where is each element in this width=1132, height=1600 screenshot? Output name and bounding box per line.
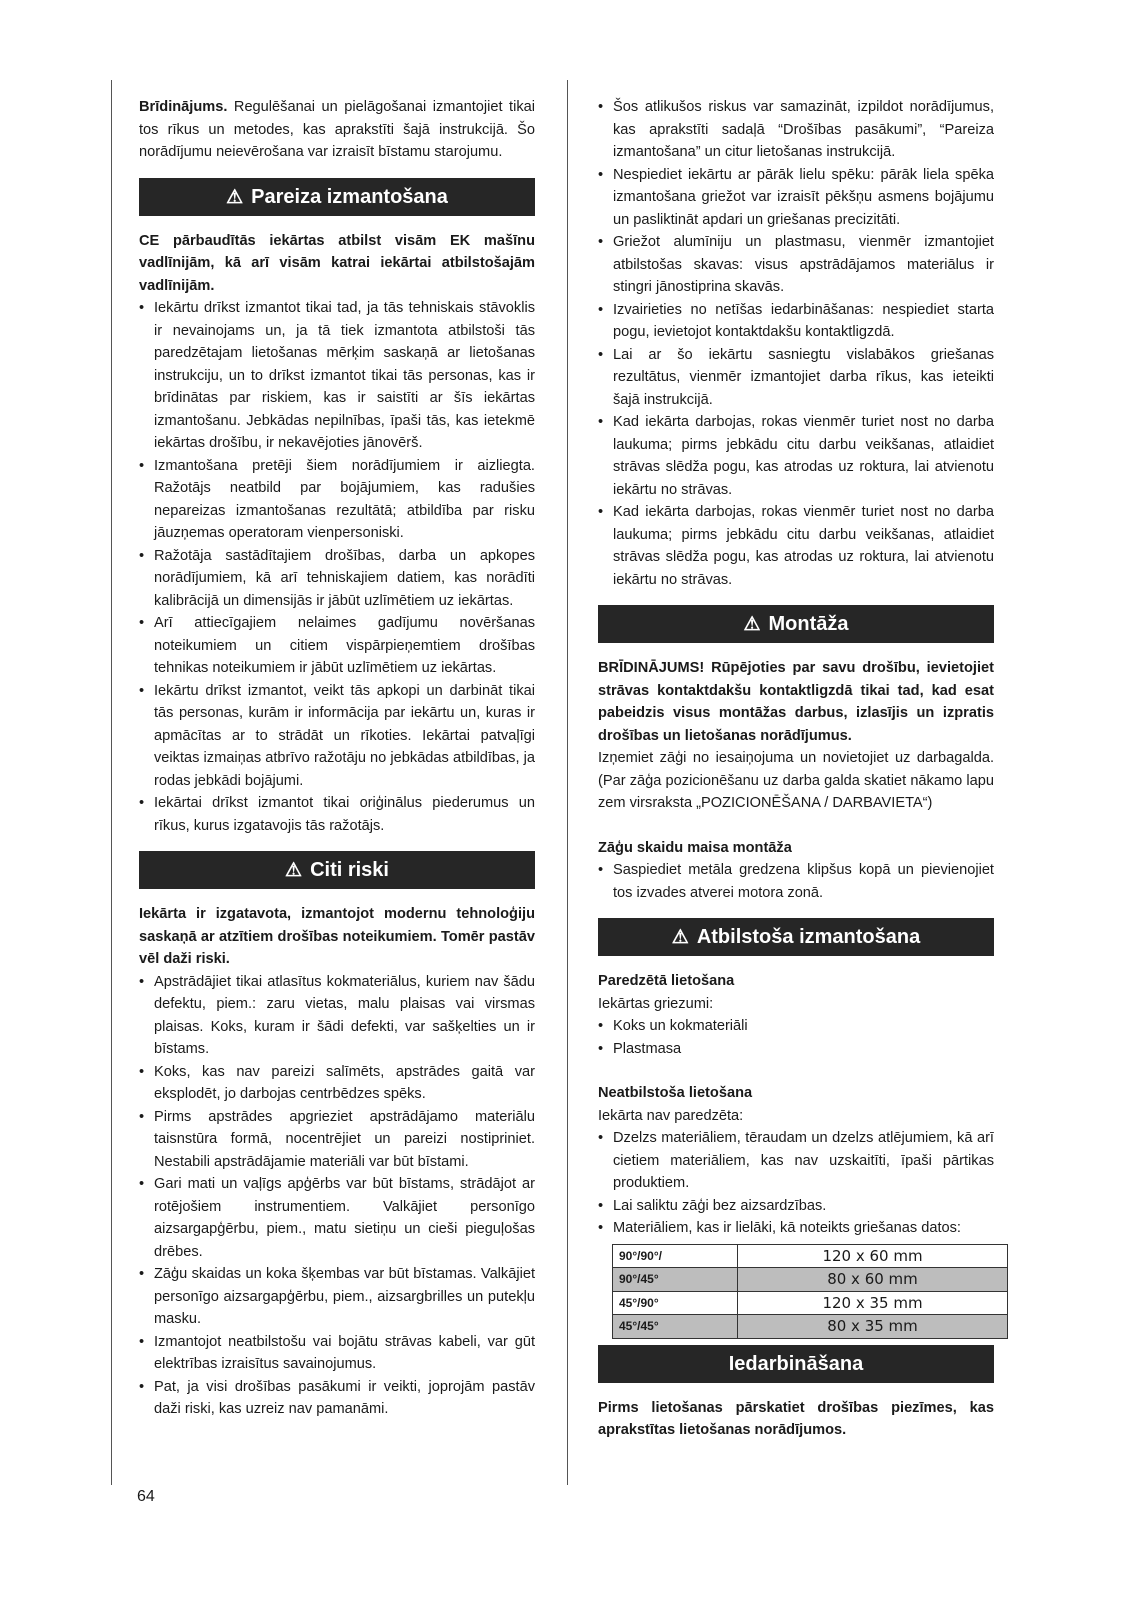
section-heading-assembly: ⚠ Montāža [598,605,994,643]
list-item: • Apstrādājiet tikai atlasītus kokmateriālus, kuriem nav šādu defektu, piem.: zaru vietas, malu plaisas vai virsmas plaisas. Koks, kuram ir šādi defekti, var sašķelties un ir bīstams. [139,971,535,1061]
center-divider-line [567,80,568,1485]
subsection-title: Paredzētā lietošana [598,973,735,989]
table-cell-size: 80 x 60 mm [738,1268,1008,1292]
list-item: • Izmantojot neatbilstošu vai bojātu strāvas kabeli, var gūt elektrības izraisītus savainojumus. [139,1331,535,1376]
left-column [139,96,535,1421]
table-cell-size: 80 x 35 mm [738,1315,1008,1339]
table-row [613,1315,1008,1339]
bullet-list-other-risks [139,971,535,1421]
list-item: • Saspiediet metāla gredzena klipšus kopā un pievienojiet tos izvades atverei motora zonā. [598,859,994,904]
list-item: • Kad iekārta darbojas, rokas vienmēr turiet nost no darba laukuma; pirms jebkādu citu darbu veikšanas, atlaidiet strāvas slēdža pogu, kas atrodas uz roktura, lai atvienotu iekārtu no strāvas. [598,411,994,501]
table-cell-angle: 90°/45° [613,1268,738,1292]
list-item: • Izvairieties no netīšas iedarbināšanas: nespiediet starta pogu, ievietojot kontaktdakšu kontaktligzdā. [598,299,994,344]
section-heading-proper-use: ⚠ Atbilstoša izmantošana [598,918,994,956]
section-heading-correct-use: ⚠ Pareiza izmantošana [139,178,535,216]
warning-triangle-icon: ⚠ [285,860,303,881]
page-number: 64 [137,1488,155,1505]
list-item: • Plastmasa [598,1038,994,1061]
subsection-title: Zāģu skaidu maisa montāža [598,839,792,856]
list-item: • Iekārtu drīkst izmantot tikai tad, ja tās tehniskais stāvoklis ir nevainojams un, ja tā tiek izmantota atbilstoši tās paredzētajam lietošanas mērķim saskaņā ar lietošanas instrukciju, un to drīkst izmantot tikai tās personas, kas ir brīdinātas par riskiem, kas ir saistīti ar šīs iekārtas izmantošanu. Jebkādas nepilnības, īpaši tās, kas ietekmē iekārtas drošību, ir nekavējoties jānovērš. [139,297,535,455]
list-item: • Iekārtu drīkst izmantot, veikt tās apkopi un darbināt tikai tās personas, kurām ir informācija par iekārtu un, kuras ir apmācītas ar to strādāt un rīkoties. Iekārtai patvaļīgi veiktas izmaiņas atbrīvo ražotāju no jebkādas atbildības, ja rodas jebkādi bojājumi. [139,680,535,793]
warning-intro: Brīdinājums. Regulēšanai un pielāgošanai izmantojiet tikai tos rīkus un metodes, kas aprakstīti šajā instrukcijā. Šo norādījumu neievērošana var izraisīt bīstamu starojumu. [139,99,535,160]
assembly-text: Izņemiet zāģi no iesaiņojuma un novietojiet uz darbagalda. (Par zāģa pozicionēšanu uz darba galda skatiet nākamo lapu zem virsraksta „POZICIONĒŠANA / DARBAVIETA“) [598,750,994,811]
list-item: • Gari mati un vaļīgs apģērbs var būt bīstams, strādājot ar rotējošiem instrumentiem. Valkājiet personīgo aizsargapģērbu, piem., matu sietiņu un cieši pieguļošas drēbes. [139,1173,535,1263]
section-lead: Pirms lietošanas pārskatiet drošības piezīmes, kas aprakstītas lietošanas norādījumos. [598,1399,994,1438]
left-divider-line [111,80,112,1485]
list-item: • Zāģu skaidas un koka šķembas var būt bīstamas. Valkājiet personīgo aizsargapģērbu, piem., aizsargbrilles un putekļu masku. [139,1263,535,1331]
section-lead: CE pārbaudītās iekārtas atbilst visām EK mašīnu vadlīnijām, kā arī visām katrai iekārtai atbilstošajām vadlīnijām. [139,232,535,294]
bullet-list-unintended [598,1127,994,1240]
list-item: • Pat, ja visi drošības pasākumi ir veikti, joprojām pastāv daži riski, kas uzreiz nav pamanāmi. [139,1376,535,1421]
table-cell-size: 120 x 35 mm [738,1291,1008,1315]
list-item: • Nespiediet iekārtu ar pārāk lielu spēku: pārāk liela spēka izmantošana griežot var izraisīt pēkšņu asmens bojājumu un pasliktināt apdari un griešanas precizitāti. [598,164,994,232]
warning-triangle-icon: ⚠ [671,927,689,948]
bullet-list-intended [598,1015,994,1060]
table-row [613,1244,1008,1268]
list-item: • Koks un kokmateriāli [598,1015,994,1038]
list-item: • Ražotāja sastādītajiem drošības, darba un apkopes norādījumiem, kā arī tehniskajiem datiem, kas norādīti kalibrācijā un dimensijās ir jābūt uzlīmētiem uz iekārtas. [139,545,535,613]
section-lead: Iekārta ir izgatavota, izmantojot modernu tehnoloģiju saskaņā ar atzītiem drošības noteikumiem. Tomēr pastāv vēl daži riski. [139,906,535,967]
list-item: • Materiāliem, kas ir lielāki, kā noteikts griešanas datos: [598,1217,994,1240]
bullet-list-remaining-risks [598,96,994,591]
list-item: • Iekārtai drīkst izmantot tikai oriģinālus piederumus un rīkus, kurus izgatavojis tās ražotājs. [139,792,535,837]
right-column [598,96,994,1442]
section-heading-other-risks: ⚠ Citi riski [139,851,535,889]
section-heading-startup: Iedarbināšana [598,1345,994,1383]
list-item: • Griežot alumīniju un plastmasu, vienmēr izmantojiet atbilstošas skavas: visus apstrādājamos materiālus ir stingri jānostiprina skavās. [598,231,994,299]
list-item: • Dzelzs materiāliem, tēraudam un dzelzs atlējumiem, kā arī cietiem materiāliem, kas nav uzskaitīti, īpaši pārtikas produktiem. [598,1127,994,1195]
list-item: • Arī attiecīgajiem nelaimes gadījumu novēršanas noteikumiem un citiem vispārpieņemtiem drošības tehnikas noteikumiem ir jābūt uzlīmētiem uz iekārtas. [139,612,535,680]
table-cell-size: 120 x 60 mm [738,1244,1008,1268]
warning-triangle-icon: ⚠ [743,614,761,635]
bullet-list-dust-bag [598,859,994,904]
intended-text: Iekārtas griezumi: [598,995,714,1012]
unintended-text: Iekārta nav paredzēta: [598,1107,744,1124]
list-item: • Lai saliktu zāģi bez aizsardzības. [598,1195,994,1218]
assembly-warning: BRĪDINĀJUMS! Rūpējoties par savu drošību, ievietojiet strāvas kontaktdakšu kontaktligzdā tikai tad, kad esat pabeidzis visus montāžas darbus, izlasījis un izpratis drošības un lietošanas norādījumus. [598,660,994,744]
subsection-title: Neatbilstoša lietošana [598,1085,753,1101]
cutting-data-table [612,1244,1008,1339]
table-row [613,1268,1008,1292]
list-item: • Šos atlikušos riskus var samazināt, izpildot norādījumus, kas aprakstīti sadaļā “Drošības pasākumi”, “Pareiza izmantošana” un citur lietošanas instrukcijā. [598,96,994,164]
table-cell-angle: 45°/45° [613,1315,738,1339]
list-item: • Izmantošana pretēji šiem norādījumiem ir aizliegta. Ražotājs neatbild par bojājumiem, kas radušies nepareizas izmantošanas rezultātā; atbildība par risku jāuzņemas operatoram vienpersoniski. [139,455,535,545]
list-item: • Pirms apstrādes apgrieziet apstrādājamo materiālu taisnstūra formā, nocentrējiet un pareizi nostipriniet. Nestabili apstrādājamie materiāli var būt bīstami. [139,1106,535,1174]
table-cell-angle: 90°/90°/ [613,1244,738,1268]
bullet-list-correct-use [139,297,535,837]
table-row [613,1291,1008,1315]
table-cell-angle: 45°/90° [613,1291,738,1315]
list-item: • Koks, kas nav pareizi salīmēts, apstrādes gaitā var eksplodēt, jo darbojas centrbēdzes spēks. [139,1061,535,1106]
list-item: • Kad iekārta darbojas, rokas vienmēr turiet nost no darba laukuma; pirms jebkādu citu darbu veikšanas, atlaidiet strāvas slēdža pogu, kas atrodas uz roktura, lai atvienotu iekārtu no strāvas. [598,501,994,591]
warning-triangle-icon: ⚠ [226,186,244,208]
list-item: • Lai ar šo iekārtu sasniegtu vislabākos griešanas rezultātus, vienmēr izmantojiet darba rīkus, kas ieteikti šajā instrukcijā. [598,344,994,412]
